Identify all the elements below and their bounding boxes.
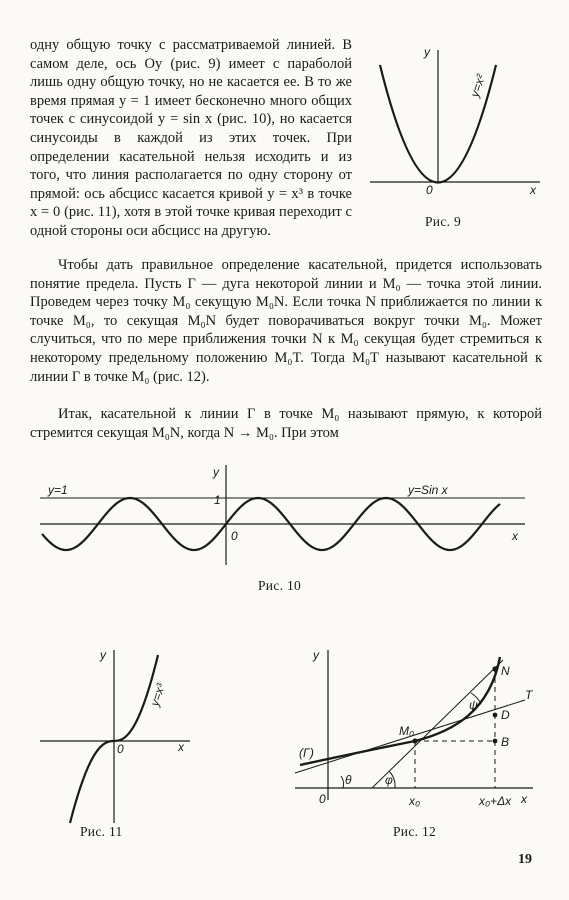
paragraph-2: Чтобы дать правильное определение касательной, придется использовать понятие предела. Пусть Γ — дуга некоторой линии и M₀ — точка этой линии. Проведем через точку M₀ секущую M₀N. Если точка N приближается по линии к точке M₀, то секущая M₀N будет поворачиваться вокруг точки M₀. Может случиться, что по мере приближения точки N к M₀ секущая будет стремиться к некоторому предельному положению M₀T. Тогда M₀T называют касательной к линии Γ в точке M₀ (рис. 12). bbox=[30, 257, 542, 385]
fig12-secant bbox=[372, 660, 503, 788]
fig11-y-label: y bbox=[100, 648, 106, 662]
fig10-level-label: y=1 bbox=[48, 483, 68, 497]
fig12-x0-label: x₀ bbox=[409, 794, 421, 808]
figure-11 bbox=[40, 645, 200, 825]
fig12-psi: ψ bbox=[469, 698, 478, 712]
paragraph-1: одну общую точку с рассматриваемой линией. В самом деле, ось Oy (рис. 9) имеет с параболой лишь одну общую точку, но не касается ее. В то же время прямая y = 1 имеет бесконечно много общих точек с синусоидой y = sin x (рис. 10), но касается синусоиды в каждой из этих точек. При определении касательной нельзя исходить и из того, что линия располагается по одну сторону от прямой: ось абсцисс касается кривой y = x³ в точке x = 0 (рис. 11), хотя в этой точке кривая переходит с одной стороны оси абсцисс на другую. bbox=[30, 37, 352, 239]
fig12-m0-label: M₀ bbox=[399, 724, 415, 738]
fig12-point-d bbox=[493, 713, 498, 718]
fig12-y-label: y bbox=[313, 648, 319, 662]
fig12-caption: Рис. 12 bbox=[393, 824, 437, 839]
fig10-caption: Рис. 10 bbox=[258, 578, 302, 593]
figure-9 bbox=[360, 40, 540, 200]
fig12-point-n bbox=[492, 666, 497, 671]
fig12-point-m0 bbox=[412, 738, 417, 743]
fig12-gamma: (Γ) bbox=[299, 746, 314, 760]
fig10-curve-label: y=Sin x bbox=[408, 483, 448, 497]
fig12-x-label: x bbox=[521, 792, 527, 806]
fig12-x0dx-label: x₀+Δx bbox=[479, 794, 512, 808]
fig12-n-label: N bbox=[501, 664, 510, 678]
fig12-t-label: T bbox=[525, 688, 533, 702]
fig10-y-label: y bbox=[213, 465, 219, 479]
fig10-origin: 0 bbox=[231, 529, 238, 543]
fig12-point-b bbox=[493, 739, 498, 744]
fig11-curve-label: y=x³ bbox=[147, 681, 168, 708]
fig10-tick-1: 1 bbox=[214, 493, 221, 507]
fig12-theta-arc bbox=[341, 776, 344, 788]
fig12-phi: φ bbox=[385, 773, 393, 787]
fig10-x-label: x bbox=[512, 529, 518, 543]
fig9-y-label: y bbox=[424, 45, 430, 59]
figure-10 bbox=[30, 460, 530, 570]
fig12-d-label: D bbox=[501, 708, 510, 722]
fig12-origin: 0 bbox=[319, 792, 326, 806]
fig9-caption: Рис. 9 bbox=[425, 214, 462, 229]
fig12-b-label: B bbox=[501, 735, 510, 749]
fig11-caption: Рис. 11 bbox=[80, 824, 123, 839]
fig11-origin: 0 bbox=[117, 742, 124, 756]
fig9-x-label: x bbox=[530, 183, 536, 197]
paragraph-3: Итак, касательной к линии Γ в точке M₀ называют прямую, к которой стремится секущая M₀N, когда N → M₀. При этом bbox=[30, 406, 542, 441]
fig9-curve-label: y=x² bbox=[467, 72, 488, 99]
page-number: 19 bbox=[518, 852, 532, 867]
fig9-origin: 0 bbox=[426, 183, 433, 197]
figure-12 bbox=[295, 645, 540, 825]
fig12-theta: θ bbox=[345, 773, 352, 787]
fig11-x-label: x bbox=[178, 740, 184, 754]
